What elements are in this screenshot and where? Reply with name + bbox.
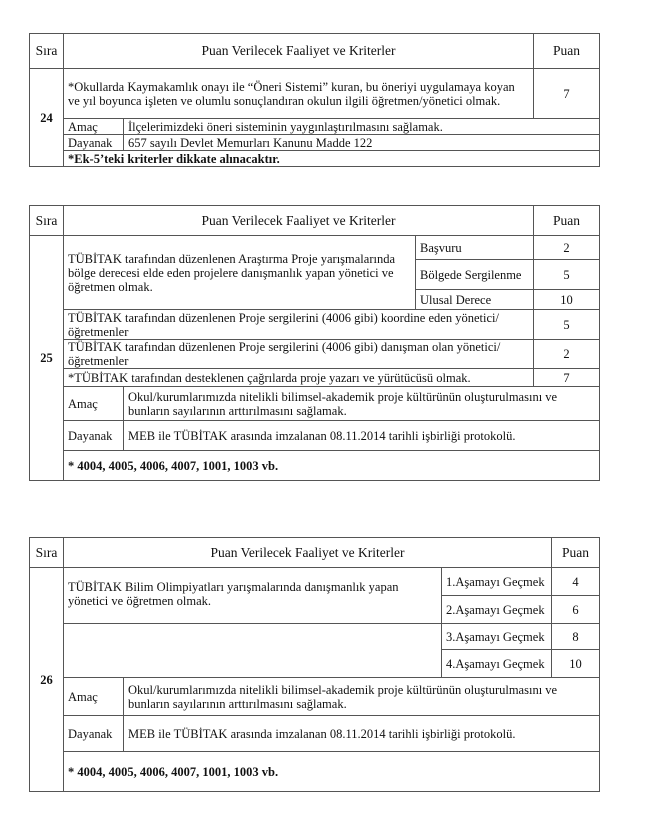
level-label: 3.Aşamayı Geçmek [442,624,552,650]
table-row [30,421,600,451]
table-row [30,236,600,260]
dayanak-text: MEB ile TÜBİTAK arasında imzalanan 08.11.2014 tarihli işbirliği protokolü. [124,716,600,752]
table-row [30,624,600,650]
level-label: 1.Aşamayı Geçmek [442,568,552,596]
level-label: Ulusal Derece [416,290,534,310]
puan-header: Puan [534,34,600,69]
table-row [30,151,600,167]
sira-header: Sıra [30,34,64,69]
criterion-text: TÜBİTAK tarafından düzenlenen Proje sergilerini (4006 gibi) danışman olan yönetici/öğretmenler [64,340,534,369]
table-row [30,716,600,752]
criteria-table-25 [29,205,600,481]
table-row [30,310,600,340]
dayanak-label: Dayanak [64,716,124,752]
note-text: * 4004, 4005, 4006, 4007, 1001, 1003 vb. [64,752,600,792]
points-value: 5 [534,310,600,340]
table-header [30,538,600,568]
table-row [30,451,600,481]
table-row [30,135,600,151]
blank-cell [64,624,442,650]
criteria-table-24 [29,33,600,167]
table-header [30,34,600,69]
title-header: Puan Verilecek Faaliyet ve Kriterler [64,34,534,69]
table-row [30,678,600,716]
note-text: *Ek-5’teki kriterler dikkate alınacaktır. [64,151,600,167]
points-value: 8 [552,624,600,650]
criterion-text: *Okullarda Kaymakamlık onayı ile “Öneri Sistemi” kuran, bu öneriyi uygulamaya koyan ve yıl boyunca işleten ve olumlu sonuçlandıran okulun ilgili öğretmen/yönetici olmak. [64,69,534,119]
dayanak-label: Dayanak [64,135,124,151]
amac-label: Amaç [64,119,124,135]
criterion-text: TÜBİTAK tarafından düzenlenen Proje sergilerini (4006 gibi) koordine eden yönetici/öğretmenler [64,310,534,340]
table-row [30,369,600,387]
points-value: 7 [534,369,600,387]
level-label: 2.Aşamayı Geçmek [442,596,552,624]
blank-cell [64,650,442,678]
table-row [30,387,600,421]
points-value: 10 [534,290,600,310]
amac-text: Okul/kurumlarımızda nitelikli bilimsel-akademik proje kültürünün oluşturulmasını ve bunların sayılarının arttırılmasını sağlamak. [124,678,600,716]
points-value: 7 [534,69,600,119]
table-row [30,568,600,596]
amac-text: Okul/kurumlarımızda nitelikli bilimsel-akademik proje kültürünün oluşturulmasını ve bunların sayılarının arttırılmasını sağlamak. [124,387,600,421]
table-row [30,752,600,792]
title-header: Puan Verilecek Faaliyet ve Kriterler [64,206,534,236]
criterion-text: *TÜBİTAK tarafından desteklenen çağrılarda proje yazarı ve yürütücüsü olmak. [64,369,534,387]
row-number: 26 [30,568,64,792]
table-row [30,69,600,119]
table-header [30,206,600,236]
dayanak-label: Dayanak [64,421,124,451]
points-value: 2 [534,236,600,260]
points-value: 2 [534,340,600,369]
puan-header: Puan [552,538,600,568]
level-label: Bölgede Sergilenme [416,260,534,290]
dayanak-text: MEB ile TÜBİTAK arasında imzalanan 08.11.2014 tarihli işbirliği protokolü. [124,421,600,451]
row-number: 24 [30,69,64,167]
level-label: 4.Aşamayı Geçmek [442,650,552,678]
points-value: 6 [552,596,600,624]
points-value: 5 [534,260,600,290]
amac-text: İlçelerimizdeki öneri sisteminin yaygınlaştırılmasını sağlamak. [124,119,600,135]
criterion-text: TÜBİTAK tarafından düzenlenen Araştırma Proje yarışmalarında bölge derecesi elde eden projelere danışmanlık yapan yönetici ve öğretmen olmak. [64,236,416,310]
note-text: * 4004, 4005, 4006, 4007, 1001, 1003 vb. [64,451,600,481]
dayanak-text: 657 sayılı Devlet Memurları Kanunu Madde 122 [124,135,600,151]
table-row [30,340,600,369]
criterion-text: TÜBİTAK Bilim Olimpiyatları yarışmalarında danışmanlık yapan yönetici ve öğretmen olmak. [64,568,442,624]
puan-header: Puan [534,206,600,236]
amac-label: Amaç [64,387,124,421]
level-label: Başvuru [416,236,534,260]
points-value: 4 [552,568,600,596]
title-header: Puan Verilecek Faaliyet ve Kriterler [64,538,552,568]
sira-header: Sıra [30,538,64,568]
amac-label: Amaç [64,678,124,716]
sira-header: Sıra [30,206,64,236]
table-row [30,119,600,135]
points-value: 10 [552,650,600,678]
table-row [30,650,600,678]
criteria-table-26 [29,537,600,792]
row-number: 25 [30,236,64,481]
